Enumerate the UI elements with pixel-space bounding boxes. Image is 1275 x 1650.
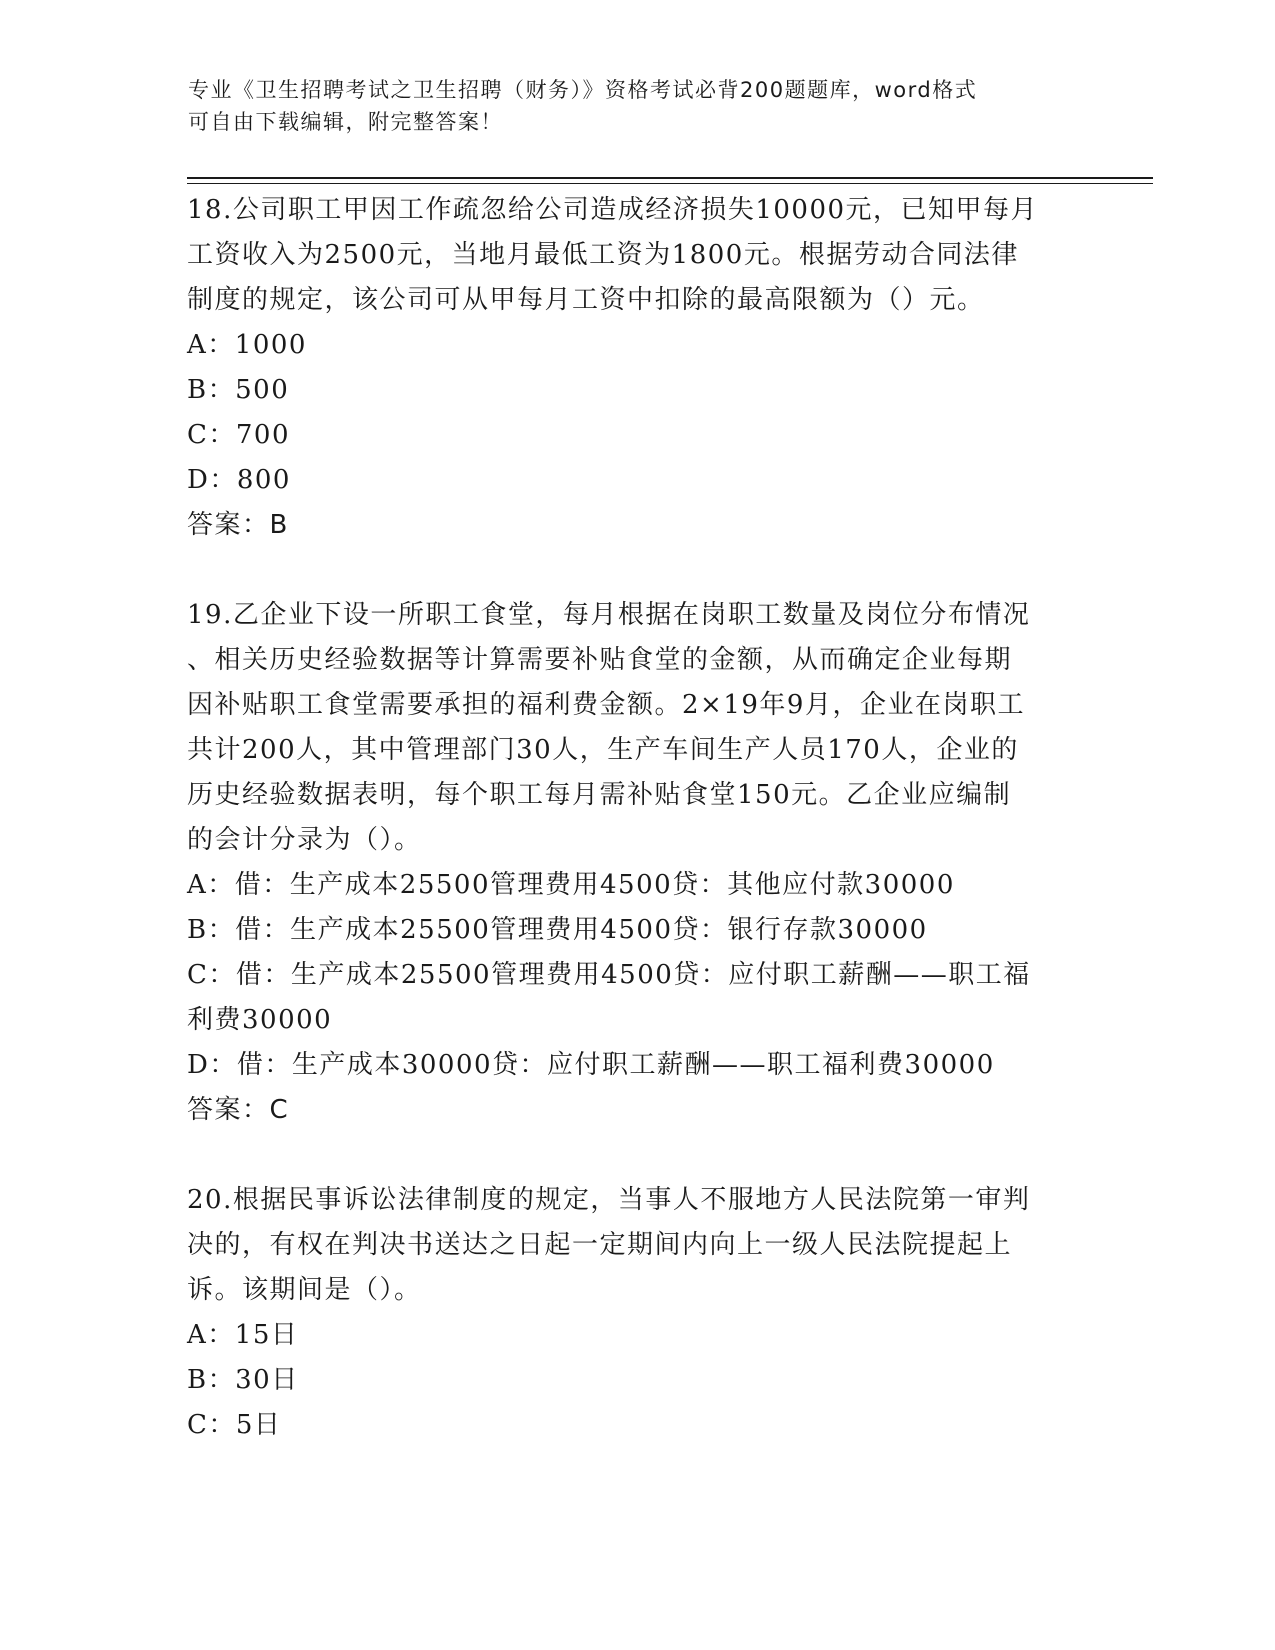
header-divider-thick xyxy=(187,177,1153,179)
answer-text: 答案：C xyxy=(187,1095,290,1125)
question-text-line: 20.根据民事诉讼法律制度的规定，当事人不服地方人民法院第一审判 xyxy=(187,1185,1031,1215)
option-b: B：30日 xyxy=(187,1365,299,1395)
header-line-2: 可自由下载编辑，附完整答案！ xyxy=(188,110,503,134)
question-list xyxy=(187,188,1087,1448)
question-spacer xyxy=(187,1133,1087,1178)
question-text-line: 的会计分录为（）。 xyxy=(187,825,422,855)
question-text-line: 、相关历史经验数据等计算需要补贴食堂的金额，从而确定企业每期 xyxy=(187,645,1013,675)
option-a: A：15日 xyxy=(187,1320,299,1350)
question-text-line: 因补贴职工食堂需要承担的福利费金额。2×19年9月，企业在岗职工 xyxy=(187,690,1025,720)
question-spacer xyxy=(187,548,1087,593)
option-d: D：800 xyxy=(187,465,291,495)
question-text-line: 诉。该期间是（）。 xyxy=(187,1275,422,1305)
option-c: C：700 xyxy=(187,420,291,450)
question-block xyxy=(187,188,1087,548)
header-line-1: 专业《卫生招聘考试之卫生招聘（财务）》资格考试必背200题题库，word格式 xyxy=(188,78,978,102)
question-text-line: 工资收入为2500元，当地月最低工资为1800元。根据劳动合同法律 xyxy=(187,240,1019,270)
question-block xyxy=(187,593,1087,1133)
option-c: C：5日 xyxy=(187,1410,282,1440)
header-divider-thin xyxy=(187,183,1153,184)
option-d: D：借：生产成本30000贷：应付职工薪酬——职工福利费30000 xyxy=(187,1050,995,1080)
option-b: B：借：生产成本25500管理费用4500贷：银行存款30000 xyxy=(187,915,928,945)
document-header xyxy=(188,74,1068,138)
question-text-line: 共计200人，其中管理部门30人，生产车间生产人员170人，企业的 xyxy=(187,735,1019,765)
option-c-continued: 利费30000 xyxy=(187,1005,333,1035)
question-text-line: 制度的规定，该公司可从甲每月工资中扣除的最高限额为（）元。 xyxy=(187,285,985,315)
question-text-line: 19.乙企业下设一所职工食堂，每月根据在岗职工数量及岗位分布情况 xyxy=(187,600,1031,630)
option-b: B：500 xyxy=(187,375,290,405)
option-a: A：1000 xyxy=(187,330,307,360)
answer-text: 答案：B xyxy=(187,510,289,540)
question-block xyxy=(187,1178,1087,1448)
question-text-line: 18.公司职工甲因工作疏忽给公司造成经济损失10000元，已知甲每月 xyxy=(187,195,1039,225)
question-text-line: 决的，有权在判决书送达之日起一定期间内向上一级人民法院提起上 xyxy=(187,1230,1013,1260)
option-a: A：借：生产成本25500管理费用4500贷：其他应付款30000 xyxy=(187,870,955,900)
option-c: C：借：生产成本25500管理费用4500贷：应付职工薪酬——职工福 xyxy=(187,960,1031,990)
question-text-line: 历史经验数据表明，每个职工每月需补贴食堂150元。乙企业应编制 xyxy=(187,780,1012,810)
